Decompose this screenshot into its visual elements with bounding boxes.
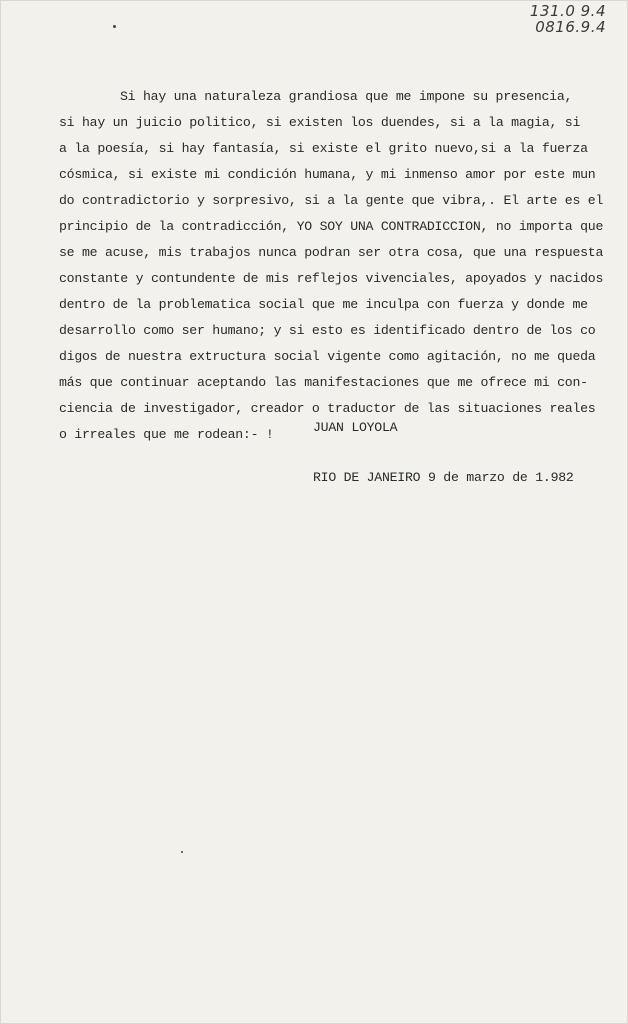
ink-speck bbox=[181, 851, 183, 853]
signature-name: JUAN LOYOLA bbox=[313, 420, 398, 435]
body-line: digos de nuestra extructura social vigente como agitación, no me queda bbox=[59, 349, 596, 364]
body-line: principio de la contradicción, YO SOY UNA CONTRADICCION, no importa que bbox=[59, 219, 604, 234]
body-line: desarrollo como ser humano; y si esto es identificado dentro de los co bbox=[59, 323, 596, 338]
body-line: dentro de la problematica social que me inculpa con fuerza y donde me bbox=[59, 297, 588, 312]
body-line: o irreales que me rodean:- ! bbox=[59, 427, 274, 442]
ink-speck bbox=[113, 25, 116, 28]
body-line: se me acuse, mis trabajos nunca podran ser otra cosa, que una respuesta bbox=[59, 245, 604, 260]
body-line: más que continuar aceptando las manifestaciones que me ofrece mi con- bbox=[59, 375, 588, 390]
body-line: si hay un juicio politico, si existen los duendes, si a la magia, si bbox=[59, 115, 581, 130]
body-line: constante y contundente de mis reflejos vivenciales, apoyados y nacidos bbox=[59, 271, 604, 286]
archive-code-1: 131.0 9.4 bbox=[529, 2, 606, 20]
signature-place-date: RIO DE JANEIRO 9 de marzo de 1.982 bbox=[313, 470, 574, 485]
body-line: a la poesía, si hay fantasía, si existe el grito nuevo,si a la fuerza bbox=[59, 141, 588, 156]
body-line: cósmica, si existe mi condición humana, y mi inmenso amor por este mun bbox=[59, 167, 596, 182]
body-line: ciencia de investigador, creador o traductor de las situaciones reales bbox=[59, 401, 596, 416]
body-line: Si hay una naturaleza grandiosa que me impone su presencia, bbox=[120, 89, 573, 104]
body-line: do contradictorio y sorpresivo, si a la gente que vibra,. El arte es el bbox=[59, 193, 604, 208]
archive-code-2: 0816.9.4 bbox=[535, 18, 606, 36]
